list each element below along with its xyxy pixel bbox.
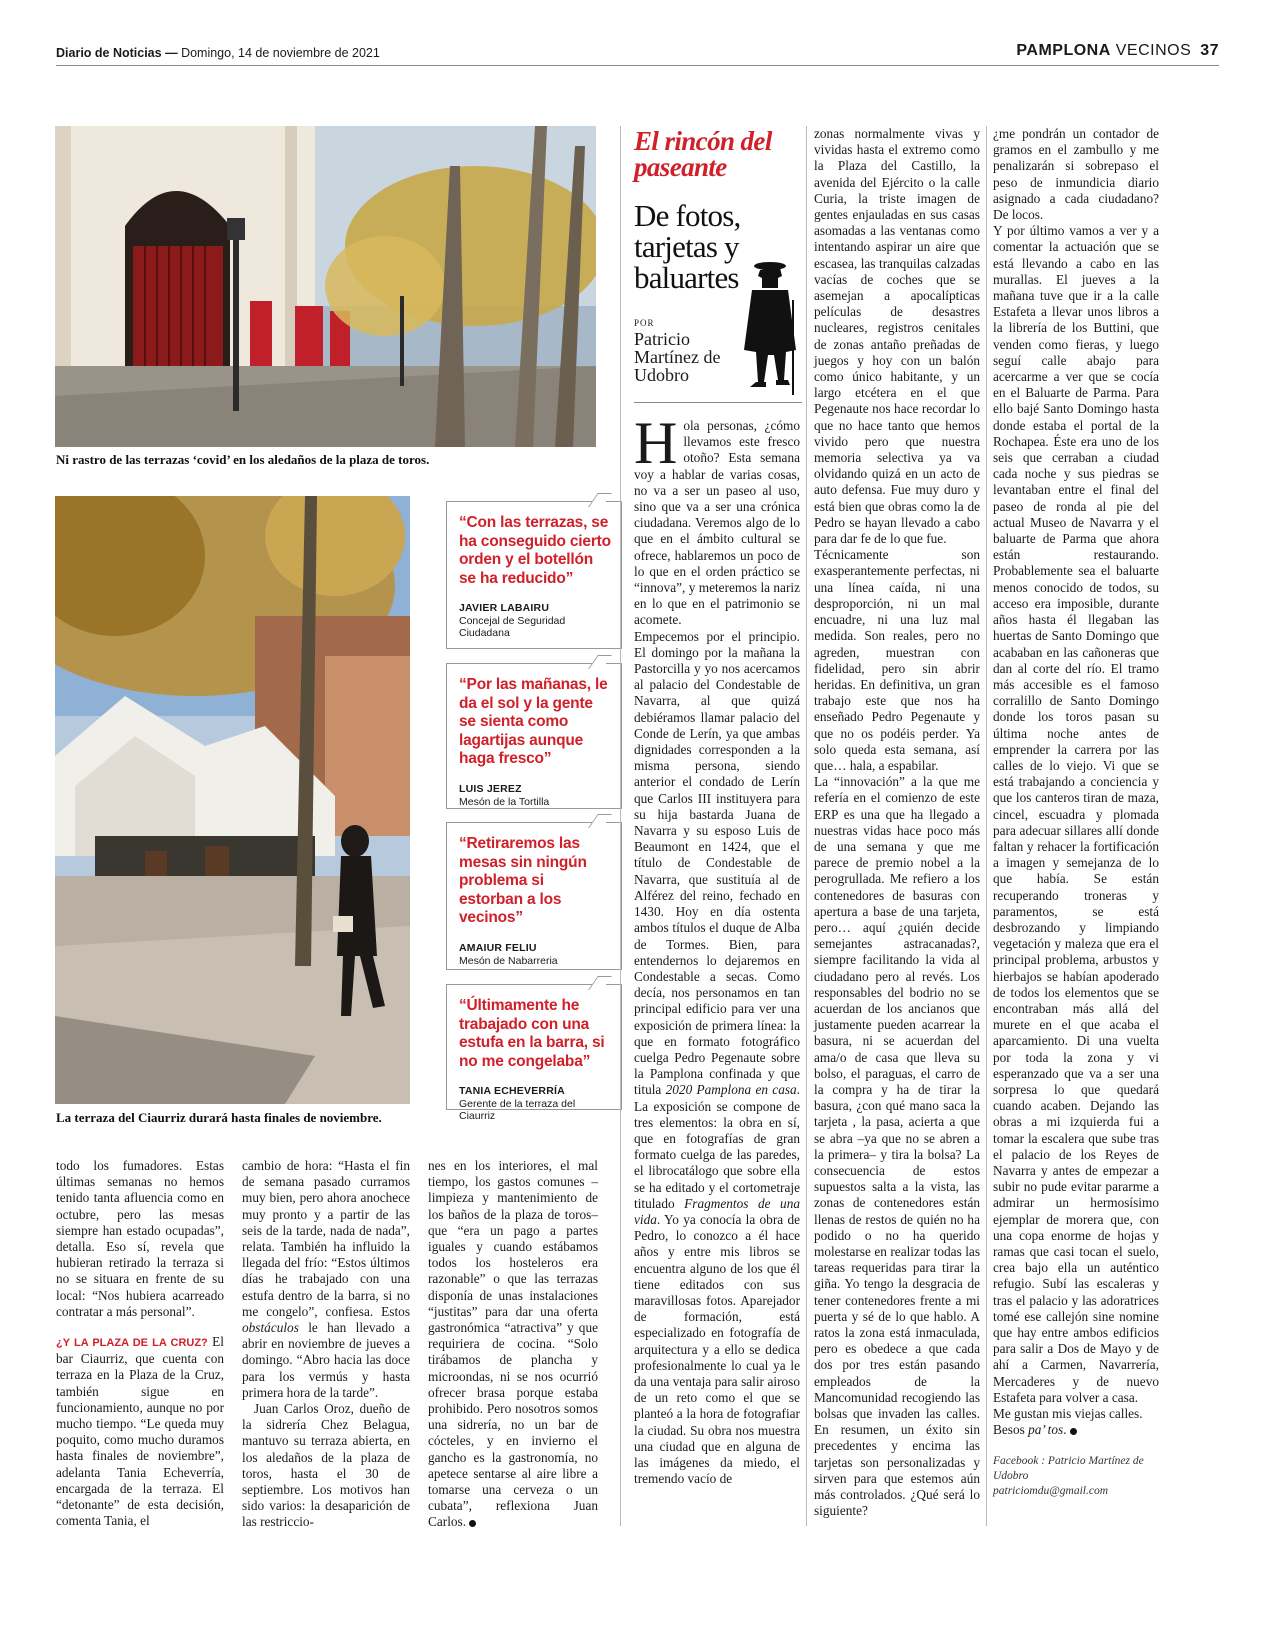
author-facebook: Facebook : Patricio Martínez de Udobro: [993, 1455, 1144, 1483]
bottom-photo-caption: La terraza del Ciaurriz durará hasta finales de noviembre.: [56, 1110, 382, 1125]
body-text: cambio de hora: “Hasta el fin de semana pasado curramos muy bien, pero ahora anochece muy pronto y a partir de las seis de la tarde, nada de nada”, relata. También ha influido la llegada del frío: “Estos últimos días he trabajado con una estufa dentro de la barra, si no me congelo”, confiesa. Estos: [242, 1158, 410, 1319]
body-text: . Yo ya conocía la obra de Pedro, lo conozco a él hace años y entre mis libros se encuentra alguno de los que él tiene editados con sus maravillosas fotos. Aparejador de formación, está especializado en fotografía de arquitectura y a ello se dedica profesionalmente lo cual ya le da una ventaja para salir airoso de un reto como el que se planteó a la hora de fotografiar la ciudad. Su obra nos muestra una ciudad que en alguna de las imágenes da miedo, el tremendo vacío de: [634, 1211, 800, 1487]
column-headline: De fotos, tarjetas y baluartes: [634, 198, 741, 295]
article-column-1: [56, 1158, 224, 1529]
speech-tail: [588, 814, 612, 828]
article-column-3: [428, 1158, 598, 1531]
body-paragraph: [993, 1406, 1159, 1438]
body-paragraph: todo los fumadores. Estas últimas semanas no hemos tenido tanta afluencia como en octubre, pero las mesas siempre han estado ocupadas”, detalla. Eso sí, revela que hubieran retirado la terraza si no se situara en frente de su local: “Nos hubiera acarreado contratar a más personal”.: [56, 1158, 224, 1319]
subsection-name: VECINOS: [1115, 42, 1192, 59]
quote-box: [446, 822, 622, 970]
byline-label: POR: [634, 318, 655, 328]
body-text: . La exposición se compone de tres elementos: la obra en sí, que en fotografías de gran formato cuelga de las paredes, el librocatálogo que sobre ella se ha editado y el cortometraje titulado: [634, 1082, 800, 1211]
body-paragraph: Y por último vamos a ver y a comentar la actuación que se está llevando a cabo en las murallas. El jueves a la mañana tuve que ir a la calle Estafeta a llevar unos libros a la librería de los Buttini, que venden como fieras, y luego seguí calle abajo para acercarme a ver que se cocía en el Baluarte de Parma. Para ello bajé Santo Domingo hasta donde estaba el portal de la Rochapea. Éste era uno de los seis que cerraban a ciudad cada noche y sus piedras se levantaban entre el final del paseo de ronda al pie del actual Museo de Navarra y el baluarte de Parma que ahora están restaurando. Probablemente sea el baluarte menos conocido de todos, su acceso era imposible, durante años hasta él llegaban las huertas de Santo Domingo que acababan en las cañoneras que dan al corte del río. El tramo más accesible es el famoso corralillo de Santo Domingo donde los toros pasan su última noche antes de emprender la carrera por las calles de lo viejo. Vi que se está trabajando a conciencia y que los canteros tiran de maza, cincel, escuadra y plomada para adecuar sillares allí donde faltan y rehacer la fortificación a imagen y semejanza de lo que había. Se están recuperando troneras y paramentos, se está desbrozando y limpiando vegetación y maleza que era el principal problema, arbustos y hierbajos se habían apoderado de todos los elementos que se encontraban más allá del murete en el que acaba el aparcamiento. Di una vuelta por toda la zona y vi esperanzado que va a ser una sorpresa lo que quedará cuando acaben. Dejando las obras a mi izquierda fui a tomar la escalera que sube tras el palacio de los Reyes de Navarra y antes de empezar a subir no pude evitar pararme a admirar un hermosísimo ejemplar de morera que, con una copa enorme de hojas y ramas que casi tocan el suelo, crea bajo ella un auténtico refugio. Subí las escaleras y tras el palacio y las adoratrices tomé ese callejón sine nomine que hay entre ambos edificios para salir a Dos de Mayo y de ahí a Carmen, Navarrería, Mercaderes y de nuevo Estafeta para volver a casa.: [993, 223, 1159, 1405]
opinion-column-3: [993, 126, 1159, 1499]
quote-text: “Retiraremos las mesas sin ningún problema si estorban a los vecinos”: [459, 835, 587, 926]
quote-role: Mesón de la Tortilla: [459, 795, 550, 808]
page-header: [56, 44, 1219, 66]
quote-author: TANIA ECHEVERRÍA: [459, 1085, 565, 1097]
header-right: [1016, 42, 1219, 60]
body-text: Me gustan mis viejas calles. Besos: [993, 1406, 1143, 1438]
quote-author: LUIS JEREZ: [459, 782, 522, 795]
quote-box: [446, 984, 622, 1122]
quote-author: JAVIER LABAIRU: [459, 602, 550, 614]
page-number: 37: [1200, 42, 1219, 59]
body-paragraph: [242, 1158, 410, 1401]
body-paragraph: [634, 410, 800, 629]
speech-tail: [588, 655, 612, 669]
body-paragraph: Técnicamente son exasperantemente perfectas, ni una línea caída, ni una desproporción, ni un mal encuadre, ni una luz mal medida. Son reales, pero no agreden, muestran con fidelidad, pero sin abrir heridas. En definitiva, un gran trabajo este que nos ha enseñado Pedro Pegenaute y que no os podéis perder. Ya solo queda esta semana, así que… hala, a espabilar.: [814, 547, 980, 773]
newspaper-name: Diario de Noticias: [56, 46, 162, 60]
body-paragraph: Juan Carlos Oroz, dueño de la sidrería Chez Belagua, mantuvo su terraza abierta, en los aledaños de la plaza de toros, hasta el 30 de septiembre. Los motivos han sido varios: la desaparición de las restriccio-: [242, 1401, 410, 1530]
body-text: ola personas, ¿cómo llevamos este fresco otoño? Esta semana voy a hablar de varias cosas, no va a ser un paseo al uso, sino que va a ser una crónica ciudadana. Veremos algo de lo que en el ámbito cultural se ofrece, hablaremos un poco de lo que en el orden práctico se “innova”, y meteremos la nariz en lo que en el patrimonio se acomete.: [634, 418, 800, 628]
quote-box: [446, 501, 622, 649]
body-text: .: [1063, 1422, 1067, 1438]
quote-text: “Por las mañanas, le da el sol y la gente se sienta como lagartijas aunque haga fresco”: [459, 676, 608, 767]
bullring-photo: [55, 126, 596, 447]
quote-role: Concejal de Seguridad Ciudadana: [459, 615, 566, 639]
top-photo-caption: Ni rastro de las terrazas ‘covid’ en los aledaños de la plaza de toros.: [56, 452, 430, 467]
quote-role: Mesón de Nabarreria: [459, 954, 558, 967]
article-column-2: [242, 1158, 410, 1531]
drop-cap: H: [634, 410, 678, 476]
end-mark-icon: [1070, 1428, 1077, 1435]
quote-text: “Con las terrazas, se ha conseguido cierto orden y el botellón se ha reducido”: [459, 514, 611, 587]
quote-box: [446, 663, 622, 809]
subheading: ¿Y LA PLAZA DE LA CRUZ?: [56, 1337, 208, 1350]
terrace-photo: [55, 496, 410, 1104]
header-left: [56, 46, 380, 60]
section-name: PAMPLONA: [1016, 42, 1111, 59]
body-text: Empecemos por el principio. El domingo por la mañana la Pastorcilla y yo nos acercamos al palacio del Condestable de Navarra, al que quizá debiéramos llamar palacio del Conde de Lerín, ya que ambas dignidades corresponden a la misma persona, siendo anterior el condado de Lerín que Carlos III instituyera para su hija bastarda Juana de Navarra y su esposo Luis de Beaumont en 1424, que el título de Condestable de Navarra, que sustituía al de Alférez del reino, fechado en 1430. Hoy en día ostenta ambos títulos el duque de Alba de Tormes. Bien, para entendernos lo dejaremos en Condestable a secas. Como decía, nos personamos en tan principal edificio para ver una exposición de primera línea: la que en formato fotográfico cuelga Pedro Pegenaute sobre la Pamplona confinada y que titula: [634, 628, 800, 1098]
exhibition-title: 2020 Pamplona en casa: [665, 1082, 797, 1098]
column-section-title: El rincón del paseante: [634, 126, 772, 182]
issue-date: Domingo, 14 de noviembre de 2021: [181, 46, 380, 60]
film-title: Fragmentos de una vida: [634, 1195, 800, 1227]
body-paragraph: [56, 1334, 224, 1529]
speech-tail: [588, 493, 612, 507]
body-text: le han llevado a abrir en noviembre de jueves a domingo. “Abro hacia las doce para los vermús y hasta primera hora de la tarde”.: [242, 1320, 410, 1400]
opinion-column-1: [634, 410, 800, 1487]
body-paragraph: [428, 1158, 598, 1531]
byline-author: Patricio Martínez de Udobro: [634, 329, 721, 385]
header-separator: —: [165, 46, 178, 60]
quote-role: Gerente de la terraza del Ciaurriz: [459, 1098, 576, 1122]
opinion-column-2: [814, 126, 980, 1519]
column-divider: [620, 126, 621, 1526]
author-email[interactable]: patriciomdu@gmail.com: [993, 1485, 1109, 1498]
body-text-italic: obstáculos: [242, 1320, 299, 1336]
body-text: El bar Ciaurriz, que cuenta con terraza en la Plaza de la Cruz, también sigue en funcionamiento, aunque no por mucho tiempo. “Le queda muy poquito, como mucho duramos hasta finales de noviembre”, adelanta Tania Echeverría, encargada de la terraza. El “detonante” de esta decisión, comenta Tania, el: [56, 1334, 224, 1529]
speech-tail: [588, 976, 612, 990]
body-paragraph: zonas normalmente vivas y vividas hasta el extremo como la Plaza del Castillo, la avenida del Ejército o la calle Curia, la triste imagen de gentes enjauladas en sus casas asomadas a las ventanas como intentando aspirar un aire que escasea, las tranquilas calzadas vacías de coches que se asemejan a apocalípticas películas de desastres nucleares, registros cenitales de zonas antaño preñadas de juegos y hoy con un balón como único habitante, y un largo etcétera en el que Pegenaute nos hace recordar lo que no hace tanto que hemos vivido pero que nuestra memoria selectiva ya va olvidando quizá en un acto de auto defensa. Fue muy duro y está bien que obras como la de Pedro se hayan llevado a cabo para dar fe de lo que fue.: [814, 126, 980, 547]
body-paragraph: La “innovación” a la que me refería en el comienzo de este ERP es una que ha llegado a nuestras vidas hace poco más de una semana y que me parece de premio nobel a la perogrullada. Me refiero a los contenedores de basuras con apertura a base de una tarjeta, pero… aquí ¿quién decide semejantes astracanadas?, siempre facilitando la vida al ciudadano pero al revés. Los responsables del bodrio no se acuerdan de los ancianos que justamente pueden acarrear la basura, ni se acuerdan del ama/o de casa que lleva su bolso, el paraguas, el carro de la compra y ha de tirar la basura, ¿con qué mano saca la tarjeta , la pasa, acierta a que se abra –ya que no se abren a la primera– y tira la bolsa? La consecuencia de estos supuestos salta a la vista, las zonas de contenedores están llenas de restos de quién no ha podido o no ha querido molestarse en realizar todas las tareas requeridas para tirar la giña. Yo tengo la desgracia de tener contenedores frente a mi puerta y sé de lo que hablo. A ratos la zona está inmaculada, pero es obedece a que cada dos por tres están pasando empleados de la Mancomunidad recogiendo las bolsas que invaden las calles. En resumen, un éxito sin precedentes y encima las tarjetas son personalizadas y sirven para que estemos aún más controlados. ¿Qué será lo siguiente?: [814, 774, 980, 1519]
header-divider: [634, 402, 802, 403]
walker-silhouette-icon: [730, 260, 810, 400]
body-paragraph: ¿me pondrán un contador de gramos en el zambullo y me penalizarán si sobrepaso el peso de inmundicia diario asignado a cada ciudadano? De locos.: [993, 126, 1159, 223]
body-text-italic: pa’ tos: [1028, 1422, 1064, 1438]
body-text: nes en los interiores, el mal tiempo, los gastos comunes –limpieza y mantenimiento de los baños de la plaza de toros– que “era un pago a partes iguales y cuando estábamos todos los hosteleros era razonable” o que las terrazas disponía de unas instalaciones “justitas” para dar una oferta gastronómica “atractiva” y que requiriera de cocina. “Solo tirábamos de plancha y microondas, ni se nos ocurrió ofrecer brasa porque estaba prohibido. Pero nosotros somos una sidrería, no un bar de cócteles, y en invierno el gancho es la gastronomía, no apetece sentarse al aire libre a tomarse una cerveza o un cubata”, reflexiona Juan Carlos.: [428, 1158, 598, 1530]
end-mark-icon: [469, 1520, 476, 1527]
quote-text: “Últimamente he trabajado con una estufa en la barra, si no me congelaba”: [459, 997, 605, 1070]
column-divider: [986, 126, 987, 1526]
body-paragraph: [634, 629, 800, 1488]
quote-author: AMAIUR FELIU: [459, 941, 537, 954]
